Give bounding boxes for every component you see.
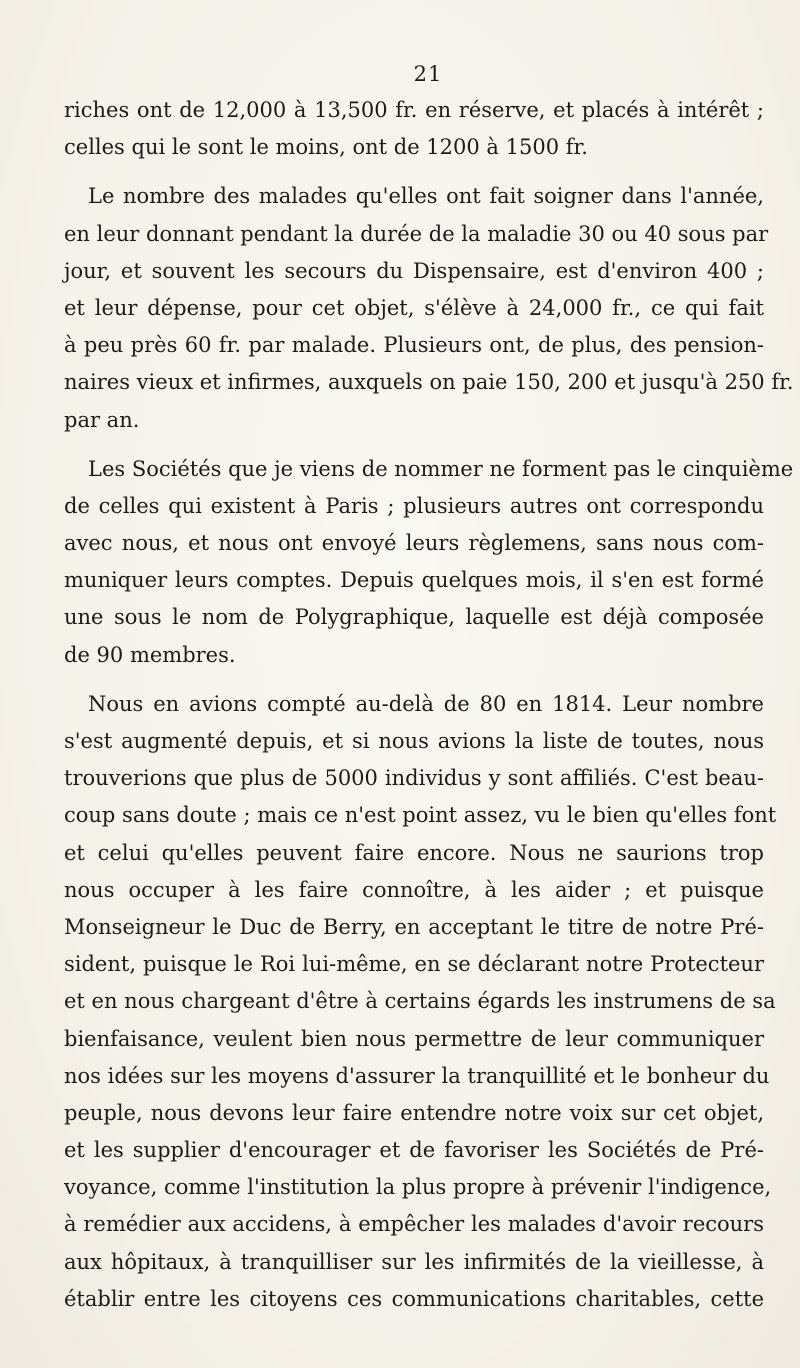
text-line: à remédier aux accidens, à empêcher les malades d'avoir recours xyxy=(64,1212,764,1237)
text-line: celles qui le sont le moins, ont de 1200 à 1500 fr. xyxy=(64,135,588,160)
text-line: riches ont de 12,000 à 13,500 fr. en réserve, et placés à intérêt ; xyxy=(64,98,764,122)
text-line: et en nous chargeant d'être à certains égards les instrumens de sa xyxy=(64,989,776,1014)
text-line: coup sans doute ; mais ce n'est point assez, vu le bien qu'elles font xyxy=(64,803,777,828)
text-line: et celui qu'elles peuvent faire encore. Nous ne saurions trop xyxy=(64,840,764,865)
text-line: nous occuper à les faire connoître, à les aider ; et puisque xyxy=(64,877,764,902)
text-line: Nous en avions compté au-delà de 80 en 1814. Leur nombre xyxy=(88,691,764,716)
text-line: de celles qui existent à Paris ; plusieurs autres ont correspondu xyxy=(64,493,764,518)
text-line: nos idées sur les moyens d'assurer la tranquillité et le bonheur du xyxy=(64,1063,770,1088)
text-line: trouverions que plus de 5000 individus y sont affiliés. C'est beau- xyxy=(64,766,764,791)
text-line: établir entre les citoyens ces communications charitables, cette xyxy=(64,1286,764,1311)
text-line: sident, puisque le Roi lui-même, en se déclarant notre Protecteur xyxy=(64,952,764,977)
text-line: naires vieux et infirmes, auxquels on paie 150, 200 et jusqu'à 250 fr. xyxy=(64,370,794,395)
text-line: en leur donnant pendant la durée de la maladie 30 ou 40 sous par xyxy=(64,221,769,246)
text-line: de 90 membres. xyxy=(64,642,236,667)
text-line: bienfaisance, veulent bien nous permettre de leur communiquer xyxy=(64,1026,764,1051)
text-line: une sous le nom de Polygraphique, laquelle est déjà composée xyxy=(64,605,764,630)
text-line: peuple, nous devons leur faire entendre notre voix sur cet objet, xyxy=(64,1100,764,1125)
page-number: 21 xyxy=(413,62,443,86)
text-line: par an. xyxy=(64,407,140,432)
text-line: à peu près 60 fr. par malade. Plusieurs ont, de plus, des pension- xyxy=(64,333,764,358)
paragraph-gap xyxy=(64,439,764,451)
text-line: aux hôpitaux, à tranquilliser sur les infirmités de la vieillesse, à xyxy=(64,1249,764,1274)
text-line: Monseigneur le Duc de Berry, en acceptant le titre de notre Pré- xyxy=(64,914,764,939)
text-line: s'est augmenté depuis, et si nous avions la liste de toutes, nous xyxy=(64,729,764,753)
text-line: Le nombre des malades qu'elles ont fait soigner dans l'année, xyxy=(88,184,764,209)
text-line: jour, et souvent les secours du Dispensaire, est d'environ 400 ; xyxy=(64,258,764,283)
text-line: voyance, comme l'institution la plus propre à prévenir l'indigence, xyxy=(64,1175,772,1200)
text-line: et les supplier d'encourager et de favoriser les Sociétés de Pré- xyxy=(64,1138,764,1163)
text-line: et leur dépense, pour cet objet, s'élève à 24,000 fr., ce qui fait xyxy=(64,295,764,320)
text-line: avec nous, et nous ont envoyé leurs règlemens, sans nous com- xyxy=(64,531,764,556)
paragraph-gap xyxy=(64,674,764,686)
body-text xyxy=(64,92,794,1318)
text-line: Les Sociétés que je viens de nommer ne forment pas le cinquième xyxy=(88,456,794,481)
paragraph-gap xyxy=(64,166,764,178)
text-line: muniquer leurs comptes. Depuis quelques mois, il s'en est formé xyxy=(64,568,764,593)
